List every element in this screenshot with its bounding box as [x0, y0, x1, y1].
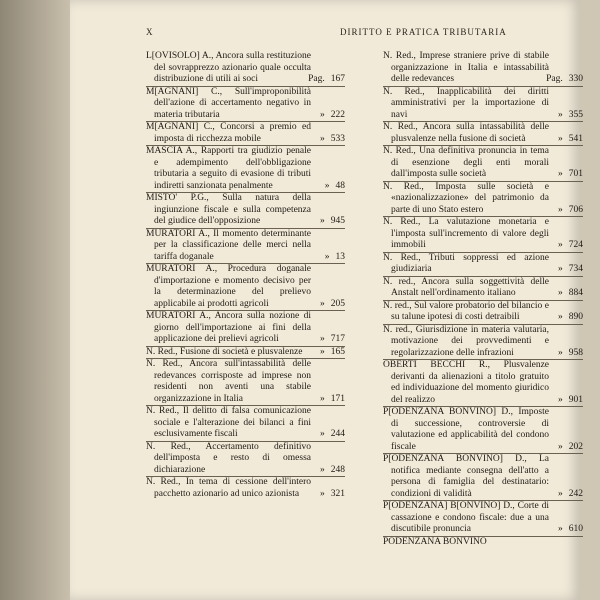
index-entry [383, 276, 583, 300]
page-marker: » [320, 109, 325, 120]
index-entry [146, 86, 345, 122]
page-marker: Pag. [308, 74, 325, 84]
index-entry [146, 121, 345, 145]
page-marker: » [324, 251, 330, 262]
entry-page-reference [320, 216, 345, 228]
index-entry [146, 441, 345, 477]
page-number: 171 [330, 393, 345, 404]
entry-page-reference [320, 110, 345, 122]
entry-page-reference [320, 489, 345, 501]
index-entry [383, 252, 583, 276]
page-number: 541 [568, 133, 583, 144]
index-entry [146, 192, 345, 228]
entry-page-reference [558, 169, 583, 181]
page-number: 701 [568, 169, 583, 179]
running-title: DIRITTO E PRATICA TRIBUTARIA [340, 27, 507, 37]
entry-page-reference [558, 288, 583, 300]
page-number: 205 [330, 298, 345, 309]
index-entry [383, 121, 583, 145]
page-marker: » [320, 216, 325, 226]
entry-page-reference [308, 74, 345, 86]
entry-text: MURATORI A., Il momento determinante per la classificazione delle merci nella tariffa doganale [146, 228, 311, 262]
page-number: 901 [568, 394, 583, 405]
page-marker: » [558, 394, 563, 405]
index-entry [146, 228, 345, 264]
entry-page-reference [320, 394, 345, 406]
entry-page-reference [558, 442, 583, 454]
index-entry [383, 324, 583, 360]
page-number: 724 [568, 240, 583, 250]
entry-page-reference [558, 524, 583, 536]
page-marker: » [558, 169, 563, 179]
page-marker: » [320, 298, 325, 309]
page-number: 706 [568, 204, 583, 215]
index-entry [383, 536, 583, 549]
right-index-column [383, 51, 583, 548]
page-marker: » [558, 264, 563, 274]
page-number: 321 [330, 488, 345, 499]
page-number: 945 [330, 216, 345, 226]
index-entry [146, 346, 345, 359]
index-entry [146, 145, 345, 192]
entry-page-reference [320, 347, 345, 359]
page-number: 884 [568, 288, 583, 298]
entry-text: N. Red., Imprese straniere prive di stabile organizzazione in Italia e intassabilità delle redevances [383, 51, 549, 84]
entry-text: P[ODENZANA] B[ONVINO] D., Corte di cassazione e condono fiscale: due a una discutibile pronuncia [383, 501, 549, 534]
entry-page-reference [558, 110, 583, 122]
page-marker: » [558, 109, 563, 120]
entry-page-reference [558, 205, 583, 217]
entry-text: N. Red., Fusione di società e plusvalenze [146, 346, 303, 357]
index-entry [383, 359, 583, 406]
page-number: 222 [330, 109, 345, 120]
entry-text: MURATORI A., Ancora sulla nozione di giorno dell'importazione ai fini della applicazione dei prelievi agricoli [146, 311, 311, 344]
page-number: 717 [330, 334, 345, 344]
page-marker: Pag. [546, 74, 563, 84]
page-number: 734 [568, 264, 583, 274]
index-entry [146, 405, 345, 441]
entry-page-reference [320, 134, 345, 146]
page-marker: » [320, 464, 325, 475]
page-number: 13 [335, 251, 345, 262]
entry-text: N. Red., Ancora sulla intassabilità delle plusvalenze nella fusione di società [383, 122, 549, 144]
entry-page-reference [325, 252, 345, 264]
page-marker: » [320, 429, 325, 439]
index-entry [383, 51, 583, 86]
page-marker: » [558, 204, 563, 215]
page-marker: » [320, 346, 325, 357]
page-number: 165 [330, 346, 345, 357]
page-number: 355 [568, 109, 583, 120]
entry-page-reference [558, 312, 583, 324]
index-entry [146, 51, 345, 86]
entry-text: MURATORI A., Procedura doganale d'importazione e momento decisivo per la determinazione del prelievo applicabile ai prodotti agricoli [146, 264, 311, 309]
index-entry [146, 476, 345, 500]
index-entry [383, 453, 583, 500]
entry-text: N. Red., Ancora sull'intassabilità delle redevances corrisposte ad imprese non residenti non aventi una stabile organizzazione in Italia [146, 359, 311, 404]
index-entry [146, 310, 345, 346]
entry-text: N. Red., Tributi soppressi ed azione giudiziaria [383, 252, 549, 274]
entry-text: M[AGNANI] C., Sull'improponibilità dell'azione di accertamento negativo in materia tributaria [146, 86, 311, 120]
index-entry [383, 300, 583, 324]
index-entry [383, 406, 583, 453]
page-marker: » [558, 133, 563, 144]
entry-page-reference [320, 465, 345, 477]
page-number: 533 [330, 133, 345, 144]
entry-page-reference [558, 348, 583, 360]
index-entry [383, 181, 583, 217]
left-index-column [146, 51, 345, 500]
entry-page-reference [558, 489, 583, 501]
page-marker: » [324, 180, 330, 191]
entry-text: L[OVISOLO] A., Ancora sulla restituzione del sovrapprezzo azionario quale occulta distribuzione di utili ai soci [146, 51, 311, 84]
index-entry [383, 86, 583, 122]
page-number: 610 [568, 524, 583, 534]
page-marker: » [558, 240, 563, 250]
page-number: 244 [330, 429, 345, 439]
entry-text: N. Red., In tema di cessione dell'intero pacchetto azionario ad unico azionista [146, 477, 311, 499]
entry-page-reference [558, 395, 583, 407]
page-number: 890 [568, 312, 583, 322]
page-marker: » [320, 488, 325, 499]
page-number: 242 [568, 488, 583, 499]
entry-text: MISTO' P.G., Sulla natura della ingiunzione fiscale e sulla competenza del giudice dell'opposizione [146, 193, 311, 226]
index-entry [383, 500, 583, 536]
page-folio: X [146, 27, 154, 37]
entry-text: P[ODENZANA BONVINO] D., Imposte di successione, controversie di valutazione ed applicabilità del condono fiscale [383, 407, 549, 452]
entry-page-reference [320, 299, 345, 311]
page-number: 48 [335, 180, 345, 191]
entry-page-reference [320, 429, 345, 441]
entry-page-reference [558, 264, 583, 276]
book-gutter-shadow [0, 0, 70, 600]
entry-text: M[AGNANI] C., Concorsi a premio ed imposta di ricchezza mobile [146, 122, 311, 144]
index-entry [383, 145, 583, 181]
page-marker: » [558, 488, 563, 499]
index-page [70, 0, 583, 600]
page-number: 202 [568, 441, 583, 452]
page-number: 167 [330, 74, 345, 84]
page-marker: » [558, 441, 563, 452]
entry-text: N. red., Sul valore probatorio del bilancio e su talune ipotesi di costi detraibili [383, 300, 549, 322]
index-entry [146, 358, 345, 405]
page-number: 330 [568, 74, 583, 84]
entry-text: N. Red., La valutazione monetaria e l'imposta sull'incremento di valore degli immobili [383, 217, 549, 250]
entry-text: P[ODENZANA BONVINO] D., La notifica mediante consegna dell'atto a persona di famiglia del destinatario: condizioni di validità [383, 454, 549, 499]
page-marker: » [558, 288, 563, 298]
page-marker: » [320, 133, 325, 144]
entry-text: OBERTI BECCHI R., Plusvalenze derivanti da alienazioni a titolo gratuito ed individuazione del momento giuridico del realizzo [383, 360, 549, 405]
entry-text: N. Red., Il delitto di falsa comunicazione sociale e l'alterazione dei bilanci a fini esclusivamente fiscali [146, 406, 311, 439]
entry-page-reference [320, 334, 345, 346]
page-marker: » [558, 524, 563, 534]
entry-text: N. red., Giurisdizione in materia valutaria, motivazione dei provvedimenti e regolarizzazione delle infrazioni [383, 324, 549, 358]
entry-text: N. Red., Inapplicabilità dei diritti amministrativi per la importazione di navi [383, 86, 549, 120]
entry-text: N. Red., Accertamento definitivo dell'imposta e resto di omessa dichiarazione [146, 441, 311, 475]
entry-text: MASCIA A., Rapporti tra giudizio penale e adempimento dell'obbligazione tributaria a seguito di evasione di tributi indiretti sanzionata penalmente [146, 146, 311, 191]
page-number: 958 [568, 347, 583, 358]
index-entry [146, 263, 345, 310]
page-marker: » [320, 334, 325, 344]
page-marker: » [558, 312, 563, 322]
index-entry [383, 216, 583, 252]
entry-page-reference [546, 74, 583, 86]
entry-text: N. red., Ancora sulla soggettività delle Anstalt nell'ordinamento italiano [383, 276, 549, 298]
page-marker: » [558, 347, 563, 358]
entry-text: PODENZANA BONVINO [383, 536, 487, 547]
entry-text: N. Red., Imposta sulle società e «nazionalizzazione» del patrimonio da parte di uno Stato estero [383, 181, 549, 215]
entry-page-reference [325, 181, 345, 193]
page-marker: » [320, 393, 325, 404]
entry-text: N. Red., Una definitiva pronuncia in tema di esenzione degli enti morali dall'imposta sulle società [383, 146, 549, 179]
page-number: 248 [330, 464, 345, 475]
entry-page-reference [558, 240, 583, 252]
entry-page-reference [558, 134, 583, 146]
